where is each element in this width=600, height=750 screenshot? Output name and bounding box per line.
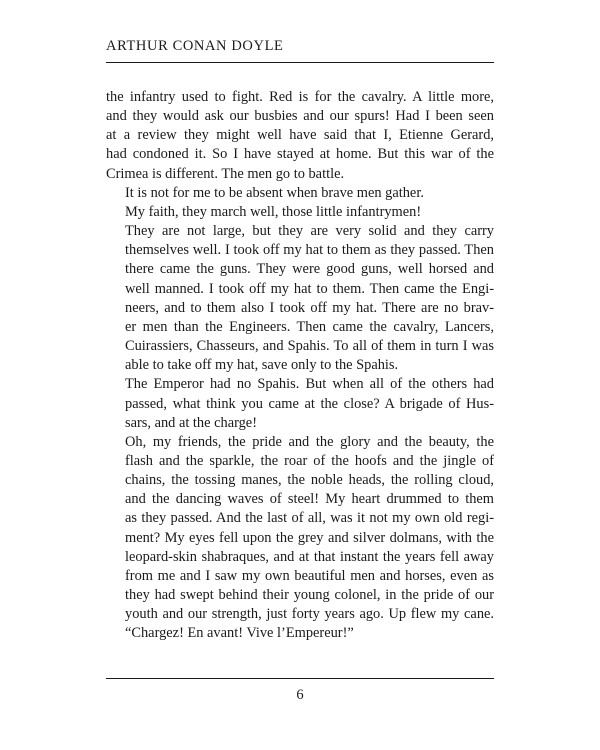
- text-line: The Emperor had no Spahis. But when all of the others had: [125, 376, 494, 393]
- text-line: chains, the tossing manes, the noble heads, the rolling cloud,: [125, 472, 494, 489]
- text-line: well manned. I took off my hat to them. Then came the Engi-: [125, 280, 494, 297]
- text-line: from me and I saw my own beautiful men and horses, even as: [125, 567, 494, 584]
- text-line: as they passed. And the last of all, was it not my own old regi-: [125, 510, 494, 527]
- text-line: Crimea is different. The men go to battle.: [106, 165, 345, 182]
- text-line: leopard-skin shabraques, and at that instant the years fell away: [125, 548, 494, 565]
- paragraph: [106, 433, 494, 644]
- text-line: My faith, they march well, those little infantrymen!: [125, 203, 422, 220]
- text-line: sars, and at the charge!: [125, 414, 257, 431]
- text-line: themselves well. I took off my hat to them as they passed. Then: [125, 242, 494, 259]
- text-line: “Chargez! En avant! Vive l’Empereur!”: [125, 625, 354, 642]
- text-line: they had swept behind their young colonel, in the pride of our: [125, 587, 494, 604]
- footer-rule: [106, 678, 494, 679]
- text-line: They are not large, but they are very solid and they carry: [125, 223, 494, 240]
- text-line: Cuirassiers, Chasseurs, and Spahis. To all of them in turn I was: [125, 338, 494, 355]
- text-line: able to take off my hat, save only to the Spahis.: [125, 357, 399, 374]
- paragraph: [106, 375, 494, 432]
- text-line: Oh, my friends, the pride and the glory and the beauty, the: [125, 433, 494, 450]
- text-line: er men than the Engineers. Then came the cavalry, Lancers,: [125, 318, 494, 335]
- text-line: flash and the sparkle, the roar of the hoofs and the jingle of: [125, 452, 494, 469]
- text-line: there came the guns. They were good guns, well horsed and: [125, 261, 494, 278]
- text-line: and the dancing waves of steel! My heart drummed to them: [125, 491, 494, 508]
- text-line: and they would ask our busbies and our spurs! Had I been seen: [106, 108, 494, 125]
- header-rule: [106, 62, 494, 63]
- running-head: ARTHUR CONAN DOYLE: [106, 38, 284, 54]
- text-line: passed, what think you came at the close? A brigade of Hus-: [125, 395, 494, 412]
- page-number: 6: [296, 687, 304, 703]
- text-line: had condoned it. So I have stayed at home. But this war of the: [106, 146, 494, 163]
- body-text: [106, 88, 494, 644]
- text-line: youth and our strength, just forty years ago. Up flew my cane.: [125, 606, 494, 623]
- paragraph: [106, 222, 494, 375]
- text-line: It is not for me to be absent when brave men gather.: [125, 184, 424, 201]
- paragraph: [106, 203, 494, 222]
- text-line: neers, and to them also I took off my hat. There are no brav-: [125, 299, 494, 316]
- paragraph: [106, 88, 494, 184]
- paragraph: [106, 184, 494, 203]
- text-line: the infantry used to fight. Red is for the cavalry. A little more,: [106, 89, 494, 105]
- text-line: ment? My eyes fell upon the grey and silver dolmans, with the: [125, 529, 494, 546]
- text-line: at a review they might well have said that I, Etienne Gerard,: [106, 127, 494, 144]
